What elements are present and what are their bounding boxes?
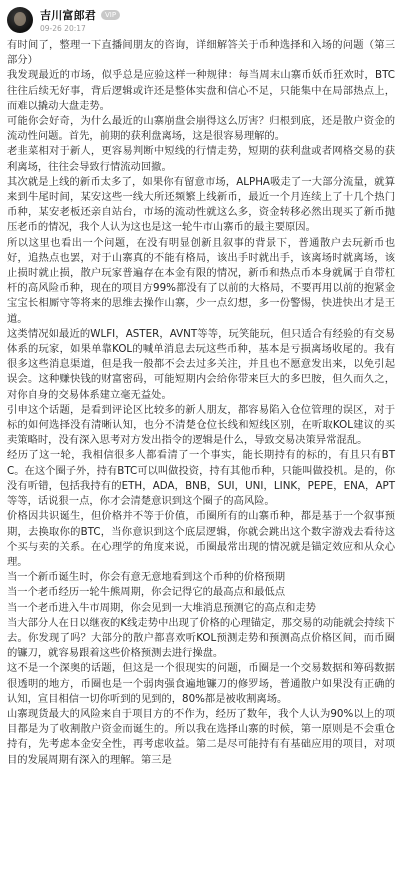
- post-paragraph: 当一个新币诞生时，你会有意无意地看到这个币种的价格预期: [7, 571, 286, 584]
- post-header: [7, 6, 395, 34]
- post-paragraph: 山寨现货最大的风险来自于项目方的不作为，经历了数年，我个人认为90%以上的项目都是为了收割散户资金而诞生的。所以我在选择山寨的时候，第一原则是不会重仓持有，先考虑本金安全性，再考虑收益。第二是尽可能持有有基础应用的项目，对项目的发展周期有深入的理解。第三是: [7, 707, 395, 766]
- author-name[interactable]: 吉川富郎君: [40, 9, 96, 22]
- post-paragraph: 引申这个话题，是看到评论区比较多的新人朋友，都容易陷入仓位管理的误区，对于标的如何选择没有清晰认知，也分不清楚仓位长线和短线区别，在听取KOL建议的买卖策略时，没有深入思考对方发出指令的逻辑是什么，导致交易决策异常混乱。: [7, 403, 395, 447]
- post-paragraph: 这不是一个深奥的话题，但这是一个很现实的问题，币圈是一个交易数据和筹码数据很透明的地方，币圈也是一个弱肉强食遍地镰刀的修罗场，普通散户如果没有正确的认知，宣目相信一切你听到的见到的，80%都是被收割离场。: [7, 662, 395, 705]
- post-body: [7, 38, 395, 768]
- post-paragraph: 老韭菜相对于新人，更容易判断中短线的行情走势，短期的获利盘或者网格交易的获利离场，往往会导致行情流动回撤。: [7, 145, 395, 173]
- author-row: [40, 7, 120, 23]
- post-paragraph: 经历了这一轮，我相信很多人都看清了一个事实，能长期持有的标的，有且只有BTC。在这个圈子外，持有BTC可以叫做投资，持有其他币种，只能叫做投机。是的，你没有听错，包括我持有的ETH，ADA，BNB，SUI，UNI，LINK，PEPE，ENA，APT等等，话说狠一点，你才会清楚意识到这个圈子的高风险。: [7, 449, 395, 508]
- post-paragraph: 其次就是上线的新币太多了，如果你有留意市场，ALPHA吸走了一大部分流量，就算来到牛尾时间，某安这些一线大所还频繁上线新币，最近一个月连续上了十几个热门币种，某安老板还亲自站台，市场的流动性就这么多，资金转移必然出现买了新币抛压老币的情况，我个人认为这也是这一轮牛市山寨币的最主要原因。: [7, 175, 395, 234]
- post-paragraph: 价格因共识诞生，但价格并不等于价值，币圈所有的山寨币种，都是基于一个叙事预期，去换取你的BTC，当你意识到这个底层逻辑，你就会跳出这个数字游戏去看待这个买与卖的关系。在心理学的角度来说，币圈最常出现的情况就是锚定效应和从众心理。: [7, 510, 395, 568]
- post-paragraph: 当大部分人在日以继夜的K线走势中出现了价格的心理锚定，那交易的动能就会持续下去。你发现了吗？大部分的散户都喜欢听KOL预测走势和预测高点价格区间，而币圈的镰刀，就容易跟着这些价格预测去进行操盘。: [7, 616, 395, 660]
- post-paragraph: 可能你会好奇，为什么最近的山寨崩盘会崩得这么厉害？归根到底，还是散户资金的流动性问题。首先，前期的获利盘离场，这是很容易理解的。: [7, 115, 395, 143]
- post-paragraph: 当一个老币进入牛市周期，你会见到一大堆消息预测它的高点和走势: [7, 601, 316, 614]
- post-paragraph: 这类情况如最近的WLFI，ASTER，AVNT等等，玩笑能玩，但只适合有经验的有交易体系的玩家，如果单靠KOL的喊单消息去玩这些币种，基本是亏损离场收尾的。我有很多这些消息渠道，但是我一般都不会去过多关注，并且也不愿意发出来，以免引起误会。这种赚快钱的财富密码，可能短期内会给你带来巨大的多巴胺，但久而久之，对你自身的交易体系建立毫无益处。: [7, 327, 395, 401]
- author-block: [40, 7, 120, 33]
- post-paragraph: 所以这里也看出一个问题，在没有明显创新且叙事的背景下，普通散户去玩新币也好，追热点也罢，对于山寨真的不能有格局，该出手时就出手，该离场时就离场，该止损时就止损，散户玩家普遍存在本金有限的情况，新币和热点币本身就属于自带杠杆的高风险币种，现在的项目方99%都没有了以前的大格局，不要再用以前的抱紧金宝宝长相厮守等将来的思维去操作山寨，少一点幻想，多一份警惕，快进快出才是王道。: [7, 236, 395, 325]
- post-paragraph: 我发现最近的市场，似乎总是应验这样一种规律：每当周末山寨币妖币狂欢时，BTC往往后续无好事，背后逻辑或许还是整体实盘和信心不足，只能集中在局部热点上，而难以撬动大盘走势。: [7, 69, 395, 112]
- avatar[interactable]: [7, 7, 33, 33]
- post-timestamp: 09-26 20:17: [40, 24, 86, 33]
- vip-badge: VIP: [101, 10, 120, 20]
- post-paragraph: 有时间了，整理一下直播间朋友的咨询，详细解答关于币种选择和入场的问题（第三部分）: [7, 39, 395, 67]
- post-paragraph: 当一个老币经历一轮牛熊周期，你会记得它的最高点和最低点: [7, 586, 286, 599]
